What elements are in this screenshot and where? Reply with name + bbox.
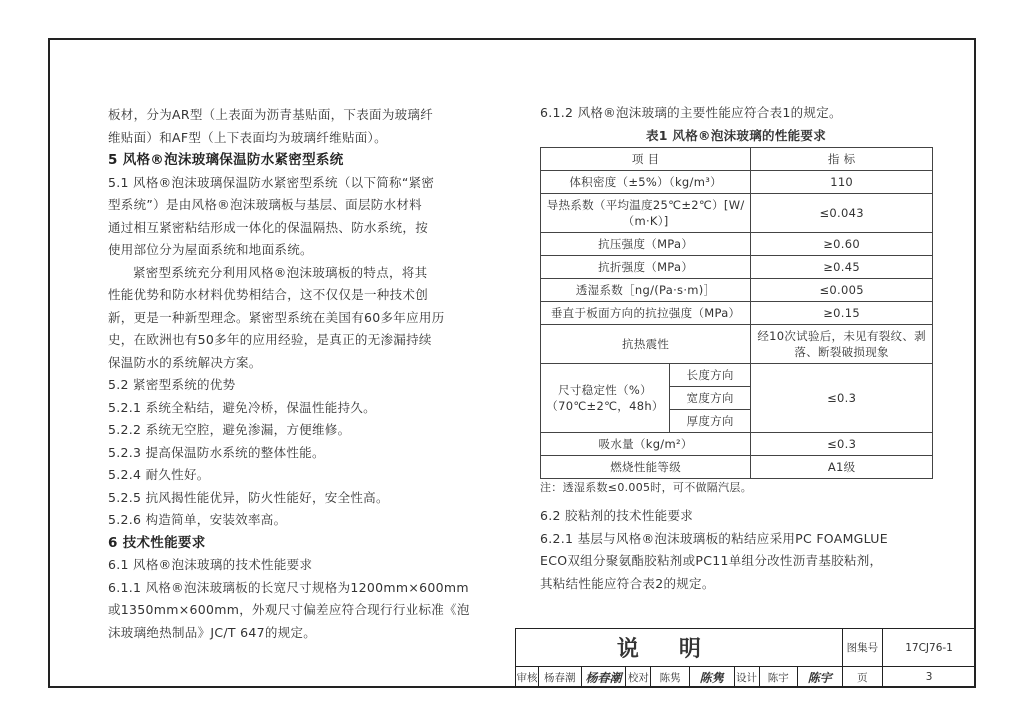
check-label: 校对 [626,667,651,688]
table-row [541,279,933,302]
clause-5-2-5: 5.2.5 抗风揭性能优异，防火性能好，安全性高。 [108,489,389,505]
text-line: 6.1.1 风格®泡沫玻璃板的长宽尺寸规格为1200mm×600mm [108,579,469,595]
header-item: 项 目 [541,148,751,171]
text-line: 新，更是一种新型理念。紧密型系统在美国有60多年应用历 [108,309,445,325]
cell-item: 抗折强度（MPa） [541,256,751,279]
table-row [541,233,933,256]
subsection-5-2: 5.2 紧密型系统的优势 [108,377,236,392]
cell-item: 吸水量（kg/m²） [541,433,751,456]
clause-5-2-3: 5.2.3 提高保温防水系统的整体性能。 [108,444,325,460]
table-row [541,256,933,279]
text-line: 保温防水的系统解决方案。 [108,354,262,370]
text-line: 性能优势和防水材料优势相结合，这不仅仅是一种技术创 [108,287,429,302]
table-row [541,364,933,387]
right-column [540,102,932,595]
cell-value: ≤0.3 [751,433,933,456]
text-line: 6.2.1 基层与风格®泡沫玻璃板的粘结应采用PC FOAMGLUE [540,530,888,546]
text-line: 通过相互紧密粘结形成一体化的保温隔热、防水系统，按 [108,219,429,235]
clause-5-2-4: 5.2.4 耐久性好。 [108,467,210,482]
designer-name: 陈宇 [759,667,797,688]
atlas-number: 17CJ76-1 [883,629,976,667]
table-row [541,456,933,479]
text-line: 5.1 风格®泡沫玻璃保温防水紧密型系统（以下简称“紧密 [108,174,435,190]
review-label: 审核 [516,667,539,688]
page-label: 页 [842,667,882,688]
cell-item: 抗热震性 [541,325,751,364]
cell-item: 体积密度（±5%）（kg/m³） [541,171,751,194]
clause-5-2-1: 5.2.1 系统全粘结，避免冷桥，保温性能持久。 [108,399,376,415]
cell-value: A1级 [751,456,933,479]
text-line: 板材，分为AR型（上表面为沥青基贴面，下表面为玻璃纤 [108,107,434,122]
dim-label-line: 尺寸稳定性（%） [558,383,652,397]
page-number: 3 [883,667,976,688]
table-row [541,171,933,194]
performance-table [540,147,933,479]
text-line: ECO双组分聚氨酯胶粘剂或PC11单组分改性沥青基胶粘剂， [540,553,883,568]
text-line: 史，在欧洲也有50多年的应用经验，是真正的无渗漏持续 [108,332,432,347]
table-row [541,325,933,364]
table-note: 注：透湿系数≤0.005时，可不做隔汽层。 [540,481,753,494]
cell-item: 垂直于板面方向的抗拉强度（MPa） [541,302,751,325]
designer-signature: 陈宇 [797,667,842,688]
table-row [541,302,933,325]
cell-item: 导热系数（平均温度25℃±2℃）[W/（m·K）] [541,194,751,233]
design-label: 设计 [734,667,759,688]
left-column [108,104,503,644]
text-line: 紧密型系统充分利用风格®泡沫玻璃板的特点，将其 [133,264,428,280]
table-row [541,433,933,456]
dim-direction: 长度方向 [670,364,751,387]
cell-value: ≥0.15 [751,302,933,325]
cell-value: ≤0.005 [751,279,933,302]
text-line: 或1350mm×600mm，外观尺寸偏差应符合现行行业标准《泡 [108,602,470,617]
table-caption: 表1 风格®泡沫玻璃的性能要求 [645,127,827,143]
clause-5-2-6: 5.2.6 构造简单，安装效率高。 [108,512,287,527]
title-block [515,628,976,688]
header-spec: 指 标 [751,148,933,171]
atlas-label: 图集号 [842,629,882,667]
cell-value: 110 [751,171,933,194]
cell-value: ≥0.60 [751,233,933,256]
section-heading-5: 5 风格®泡沫玻璃保温防水紧密型系统 [108,152,344,168]
cell-item: 燃烧性能等级 [541,456,751,479]
dim-label-line: （70℃±2℃，48h） [546,399,664,413]
dim-direction: 厚度方向 [670,410,751,433]
checker-signature: 陈隽 [689,667,734,688]
dim-value: ≤0.3 [751,364,933,433]
subsection-6-1: 6.1 风格®泡沫玻璃的技术性能要求 [108,557,313,572]
drawing-title: 说明 [516,629,843,667]
dim-direction: 宽度方向 [670,387,751,410]
reviewer-signature: 杨春潮 [581,667,626,688]
table-header-row [541,148,933,171]
text-line: 其粘结性能应符合表2的规定。 [540,575,715,591]
table-row [541,194,933,233]
clause-5-2-2: 5.2.2 系统无空腔，避免渗漏，方便维修。 [108,422,351,437]
cell-value: 经10次试验后，未见有裂纹、剥落、断裂破损现象 [751,325,933,364]
text-line: 维贴面）和AF型（上下表面均为玻璃纤维贴面）。 [108,129,387,145]
text-line: 型系统”）是由风格®泡沫玻璃板与基层、面层防水材料 [108,197,422,212]
clause-6-1-2: 6.1.2 风格®泡沫玻璃的主要性能应符合表1的规定。 [540,105,842,120]
cell-item: 抗压强度（MPa） [541,233,751,256]
reviewer-name: 杨春潮 [538,667,581,688]
checker-name: 陈隽 [651,667,689,688]
text-line: 使用部位分为屋面系统和地面系统。 [108,242,313,257]
cell-item: 透湿系数［ng/(Pa·s·m)］ [541,279,751,302]
subsection-6-2: 6.2 胶粘剂的技术性能要求 [540,508,694,523]
text-line: 沫玻璃绝热制品》JC/T 647的规定。 [108,624,317,640]
cell-value: ≤0.043 [751,194,933,233]
cell-value: ≥0.45 [751,256,933,279]
section-heading-6: 6 技术性能要求 [108,534,206,551]
dim-stability-label [541,364,670,433]
